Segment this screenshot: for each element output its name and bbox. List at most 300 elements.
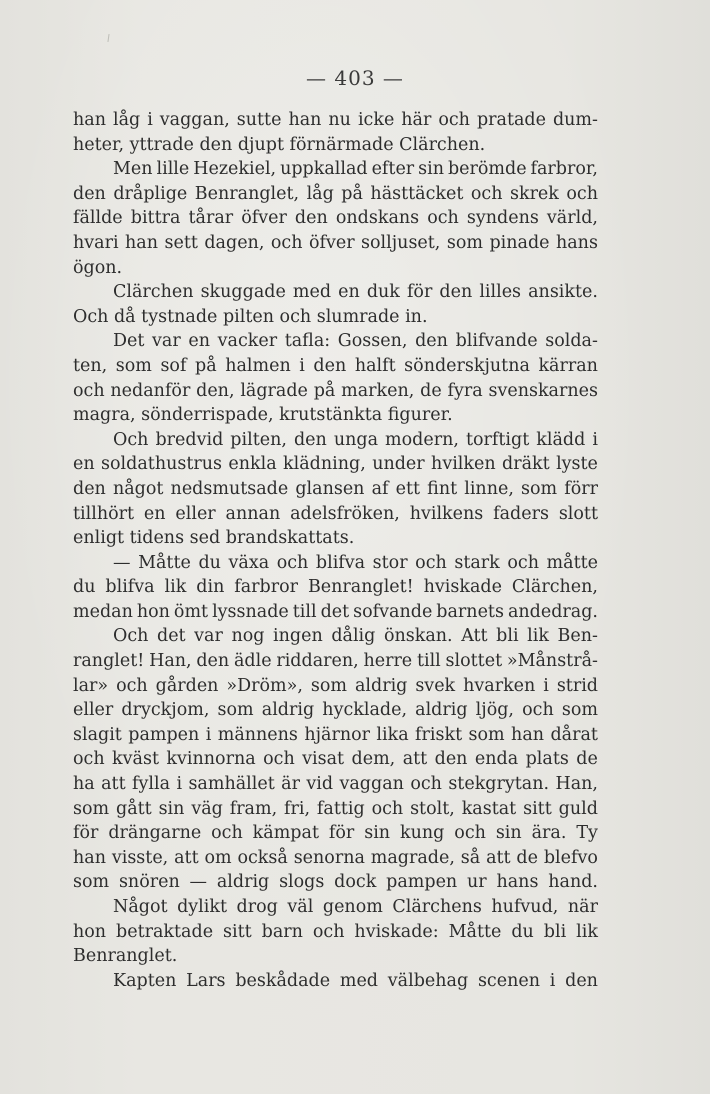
text-line bbox=[73, 920, 598, 945]
text-word: plats bbox=[525, 749, 569, 770]
text-word: betraktade bbox=[116, 921, 214, 942]
text-word: det bbox=[157, 626, 186, 647]
text-word: pratade bbox=[476, 110, 546, 130]
text-line bbox=[73, 698, 598, 723]
text-word: sitt bbox=[223, 921, 252, 942]
text-word: blifva bbox=[315, 552, 366, 573]
text-word: uppkallad bbox=[280, 159, 368, 180]
text-word: dålig bbox=[331, 626, 376, 647]
text-word: modern, bbox=[385, 429, 459, 450]
text-line bbox=[73, 157, 598, 182]
text-word: blefvo bbox=[543, 847, 598, 868]
text-word: svek bbox=[415, 675, 456, 696]
text-word: medan bbox=[73, 601, 133, 622]
text-word: han bbox=[288, 110, 322, 130]
text-word: barn bbox=[261, 921, 303, 942]
text-word: ömt bbox=[173, 601, 209, 622]
text-word: det bbox=[320, 601, 350, 622]
text-word: stekgrytan. bbox=[448, 774, 550, 795]
text-word: kärran bbox=[538, 355, 598, 376]
text-word: hand. bbox=[548, 872, 598, 893]
text-word: dem, bbox=[351, 749, 396, 770]
text-word: skuggade bbox=[200, 282, 286, 303]
text-word: han bbox=[73, 110, 106, 130]
text-word: tårar bbox=[188, 208, 234, 229]
text-word: den bbox=[294, 208, 328, 229]
text-word: hufvud, bbox=[491, 897, 559, 917]
text-word: Det bbox=[113, 331, 145, 352]
text-word: att bbox=[486, 847, 511, 868]
text-word: Benranglet, bbox=[194, 183, 300, 204]
text-word: blifva bbox=[105, 577, 155, 598]
text-line-content: enligt tidens sed brandskattats. bbox=[73, 528, 355, 549]
text-word: väl bbox=[287, 897, 314, 917]
text-line bbox=[73, 182, 598, 207]
text-word: aldrig bbox=[415, 700, 468, 721]
text-line bbox=[73, 797, 598, 822]
text-word: i bbox=[176, 774, 183, 795]
text-word: med bbox=[292, 282, 332, 303]
text-word: fylla bbox=[132, 774, 171, 795]
text-word: den bbox=[196, 651, 230, 672]
text-word: din bbox=[196, 577, 225, 598]
text-word: är bbox=[281, 774, 300, 795]
text-word: den bbox=[73, 478, 106, 499]
text-word: bredvid bbox=[155, 429, 224, 450]
text-word: sönderskjutna bbox=[404, 355, 530, 376]
text-word: den bbox=[434, 749, 468, 770]
text-word: och bbox=[438, 110, 470, 130]
text-line-content: heter, yttrade den djupt förnärmade Clärchen. bbox=[73, 134, 486, 155]
text-word: nedsmutsade bbox=[170, 478, 289, 499]
text-word: hans bbox=[555, 232, 598, 253]
text-word: som bbox=[446, 232, 483, 253]
text-word: också bbox=[237, 847, 288, 868]
text-word: stolt, bbox=[410, 798, 455, 819]
text-word: Och bbox=[113, 626, 149, 647]
text-line bbox=[73, 870, 598, 895]
text-word: eller bbox=[175, 503, 216, 524]
text-word: du bbox=[511, 921, 534, 942]
text-word: i bbox=[147, 110, 153, 130]
text-word: och bbox=[116, 675, 148, 696]
text-line bbox=[73, 551, 598, 576]
text-word: fällde bbox=[73, 208, 123, 229]
text-word: bli bbox=[496, 626, 519, 647]
text-line bbox=[73, 969, 598, 994]
text-word: gården bbox=[155, 675, 219, 696]
text-word: drängarne bbox=[108, 823, 202, 844]
text-word: herre bbox=[363, 651, 413, 672]
text-word: halmen bbox=[225, 355, 291, 376]
text-word: ten, bbox=[73, 355, 108, 376]
text-word: till bbox=[416, 651, 441, 672]
text-word: nu bbox=[328, 110, 351, 130]
text-word: bittra bbox=[130, 208, 181, 229]
text-word: dylikt bbox=[177, 897, 227, 917]
text-word: växa bbox=[228, 552, 270, 573]
text-word: och bbox=[211, 823, 243, 844]
text-word: pilten, bbox=[230, 429, 287, 450]
text-word: hon bbox=[73, 921, 107, 942]
text-word: som bbox=[217, 700, 254, 721]
text-word: och bbox=[454, 823, 486, 844]
text-word: andedrag. bbox=[507, 601, 598, 622]
text-line bbox=[73, 747, 598, 772]
text-word: slottet bbox=[445, 651, 503, 672]
text-line-content: Benranglet. bbox=[73, 946, 178, 967]
text-word: Måtte bbox=[448, 921, 502, 942]
text-word: nog bbox=[231, 626, 265, 647]
text-word: om bbox=[204, 847, 232, 868]
text-line-content: ögon. bbox=[73, 257, 123, 278]
text-word: hvarken bbox=[463, 675, 536, 696]
text-line bbox=[73, 133, 598, 158]
text-word: vacker bbox=[217, 331, 278, 352]
text-word: som bbox=[521, 478, 558, 499]
text-word: lik bbox=[164, 577, 187, 598]
text-line bbox=[73, 944, 598, 969]
text-word: lägrade bbox=[240, 380, 308, 401]
text-word: Benranglet! bbox=[307, 577, 414, 598]
text-word: ädle bbox=[233, 651, 272, 672]
text-word: Clärchens bbox=[392, 897, 482, 917]
text-word: dräkt bbox=[502, 454, 550, 475]
text-word: hans bbox=[496, 872, 539, 893]
text-line bbox=[73, 329, 598, 354]
text-line bbox=[73, 379, 598, 404]
text-word: de bbox=[516, 847, 538, 868]
text-word: vaggan, bbox=[159, 110, 230, 130]
text-line bbox=[73, 428, 598, 453]
text-word: gått bbox=[116, 798, 152, 819]
text-word: värld, bbox=[546, 208, 598, 229]
text-word: lik bbox=[527, 626, 549, 647]
text-word: genom bbox=[322, 897, 383, 917]
text-word: till bbox=[292, 601, 317, 622]
text-word: efter bbox=[371, 159, 415, 180]
text-line bbox=[73, 477, 598, 502]
text-word: ingen bbox=[273, 626, 323, 647]
text-word: halft bbox=[354, 355, 396, 376]
text-word: sett bbox=[164, 232, 198, 253]
text-word: — bbox=[113, 552, 131, 573]
text-word: enkla bbox=[228, 454, 277, 475]
text-word: på bbox=[341, 183, 363, 204]
text-line bbox=[73, 305, 598, 330]
text-word: och bbox=[410, 774, 442, 795]
text-word: skrek bbox=[509, 183, 559, 204]
text-word: klädd bbox=[536, 429, 586, 450]
text-word: lille bbox=[156, 159, 190, 180]
text-word: förr bbox=[564, 478, 598, 499]
text-word: svenskarnes bbox=[488, 380, 598, 401]
text-word: visat bbox=[302, 749, 345, 770]
text-word: Och bbox=[113, 429, 149, 450]
text-word: berömde bbox=[447, 159, 527, 180]
text-word: Ben- bbox=[557, 626, 598, 647]
text-word: visste, bbox=[111, 847, 169, 868]
text-line bbox=[73, 624, 598, 649]
text-line bbox=[73, 895, 598, 920]
text-word: som bbox=[115, 355, 152, 376]
text-word: Clärchen bbox=[113, 282, 194, 303]
text-word: drog bbox=[236, 897, 278, 917]
text-word: den, bbox=[196, 380, 235, 401]
text-word: och bbox=[73, 749, 105, 770]
text-word: af bbox=[371, 478, 389, 499]
text-line bbox=[73, 452, 598, 477]
text-word: aldrig bbox=[261, 700, 315, 721]
text-word: Något bbox=[113, 897, 168, 917]
text-line bbox=[73, 354, 598, 379]
text-word: samhället bbox=[188, 774, 275, 795]
text-word: när bbox=[567, 897, 598, 917]
text-word: glansen bbox=[295, 478, 365, 499]
text-line bbox=[73, 772, 598, 797]
text-word: dock bbox=[334, 872, 377, 893]
text-word: stark bbox=[454, 552, 500, 573]
text-word: fram, bbox=[229, 798, 278, 819]
text-word: eller bbox=[73, 700, 114, 721]
text-word: stor bbox=[372, 552, 408, 573]
text-word: och bbox=[276, 552, 309, 573]
text-word: torftigt bbox=[465, 429, 530, 450]
text-word: sin bbox=[418, 159, 444, 180]
text-word: dryckjom, bbox=[121, 700, 210, 721]
text-word: den bbox=[293, 429, 327, 450]
text-line bbox=[73, 108, 598, 133]
text-word: enda bbox=[474, 749, 519, 770]
text-word: aldrig bbox=[216, 872, 270, 893]
text-word: solljuset, bbox=[361, 232, 441, 253]
text-line bbox=[73, 723, 598, 748]
text-word: Ty bbox=[576, 823, 598, 844]
text-word: Kapten bbox=[113, 970, 177, 991]
text-word: lar» bbox=[73, 675, 109, 696]
text-word: pinade bbox=[489, 232, 550, 253]
text-word: sitt bbox=[523, 798, 552, 819]
text-word: hvilken bbox=[431, 454, 496, 475]
text-line bbox=[73, 600, 598, 625]
text-word: i bbox=[549, 970, 556, 991]
text-word: att bbox=[174, 847, 199, 868]
text-word: Gossen, bbox=[337, 331, 408, 352]
text-word: unga bbox=[333, 429, 379, 450]
text-word: ansikte. bbox=[528, 282, 598, 303]
text-word: tillhört bbox=[73, 503, 135, 524]
text-word: och bbox=[470, 183, 503, 204]
text-word: fri, bbox=[284, 798, 311, 819]
text-word: kastat bbox=[461, 798, 517, 819]
text-word: som bbox=[73, 872, 110, 893]
text-word: barnets bbox=[436, 601, 504, 622]
text-word: den bbox=[439, 282, 473, 303]
text-word: låg bbox=[306, 183, 334, 204]
text-word: i bbox=[543, 675, 549, 696]
text-word: farbror, bbox=[530, 159, 598, 180]
text-word: lyste bbox=[556, 454, 598, 475]
text-word: kämpat bbox=[252, 823, 319, 844]
text-word: du bbox=[198, 552, 221, 573]
text-word: pampen bbox=[386, 872, 458, 893]
text-word: Måtte bbox=[138, 552, 191, 573]
text-word: den bbox=[565, 970, 598, 991]
text-word: fint bbox=[427, 478, 458, 499]
body-text bbox=[73, 108, 598, 993]
text-word: Clärchen, bbox=[511, 577, 598, 598]
text-word: faders bbox=[493, 503, 549, 524]
text-word: och bbox=[73, 380, 105, 401]
text-line-content: Och då tystnade pilten och slumrade in. bbox=[73, 306, 428, 327]
text-line bbox=[73, 674, 598, 699]
text-line bbox=[73, 206, 598, 231]
text-word: som bbox=[468, 724, 505, 745]
text-word: väg bbox=[191, 798, 223, 819]
text-word: beskådade bbox=[235, 970, 331, 991]
text-word: du bbox=[73, 577, 96, 598]
text-word: och bbox=[312, 921, 345, 942]
text-word: något bbox=[112, 478, 164, 499]
text-word: ett bbox=[395, 478, 421, 499]
text-word: den bbox=[73, 183, 106, 204]
text-word: en bbox=[188, 331, 210, 352]
text-word: lik bbox=[576, 921, 598, 942]
text-word: strid bbox=[556, 675, 598, 696]
text-word: riddaren, bbox=[276, 651, 359, 672]
text-word: farbror bbox=[234, 577, 299, 598]
text-word: ondskans bbox=[335, 208, 420, 229]
text-line bbox=[73, 256, 598, 281]
text-word: kung bbox=[400, 823, 445, 844]
text-word: och bbox=[371, 798, 404, 819]
text-word: nedanför bbox=[110, 380, 191, 401]
text-word: pampen bbox=[128, 724, 200, 745]
text-word: här bbox=[401, 110, 432, 130]
text-word: ha bbox=[73, 774, 95, 795]
text-word: männens bbox=[217, 724, 298, 745]
text-word: ära. bbox=[531, 823, 567, 844]
text-word: i bbox=[592, 429, 598, 450]
text-word: fyra bbox=[447, 380, 483, 401]
text-line-content: magra, sönderrispade, krutstänkta figurer. bbox=[73, 405, 453, 426]
text-word: solda- bbox=[545, 331, 598, 352]
text-word: senorna bbox=[293, 847, 365, 868]
text-word: dum- bbox=[552, 110, 598, 130]
text-word: hjärnor bbox=[304, 724, 370, 745]
text-word: sin bbox=[158, 798, 185, 819]
text-word: de bbox=[576, 749, 598, 770]
text-word: dårat bbox=[550, 724, 598, 745]
text-word: — bbox=[189, 872, 208, 893]
text-word: magrade, bbox=[370, 847, 455, 868]
text-word: med bbox=[339, 970, 379, 991]
text-word: sin bbox=[495, 823, 522, 844]
text-word: och bbox=[522, 700, 554, 721]
text-word: att bbox=[402, 749, 428, 770]
text-word: snören bbox=[118, 872, 180, 893]
text-word: slogs bbox=[279, 872, 325, 893]
text-word: önskan. bbox=[383, 626, 453, 647]
text-line bbox=[73, 649, 598, 674]
text-word: sof bbox=[160, 355, 187, 376]
text-word: lyssnade bbox=[212, 601, 289, 622]
text-word: klädning, bbox=[283, 454, 366, 475]
text-word: de bbox=[420, 380, 442, 401]
text-word: för bbox=[73, 823, 99, 844]
text-word: på bbox=[195, 355, 217, 376]
text-word: aldrig bbox=[354, 675, 408, 696]
text-line bbox=[73, 575, 598, 600]
text-word: sutte bbox=[236, 110, 282, 130]
text-word: ranglet! bbox=[73, 651, 145, 672]
text-word: sofvande bbox=[353, 601, 433, 622]
text-word: dagen, bbox=[204, 232, 265, 253]
text-word: lilles bbox=[479, 282, 522, 303]
text-word: så bbox=[460, 847, 481, 868]
text-word: välbehag bbox=[387, 970, 469, 991]
text-word: att bbox=[101, 774, 126, 795]
text-word: som bbox=[561, 700, 598, 721]
text-word: duk bbox=[366, 282, 400, 303]
text-word: Men bbox=[113, 159, 153, 180]
text-word: som bbox=[310, 675, 348, 696]
text-word: måtte bbox=[546, 552, 598, 573]
text-line bbox=[73, 846, 598, 871]
text-word: han bbox=[511, 724, 545, 745]
text-word: han bbox=[125, 232, 159, 253]
text-word: annan bbox=[225, 503, 281, 524]
text-word: Att bbox=[461, 626, 488, 647]
text-word: hvilkens bbox=[409, 503, 484, 524]
text-word: friskt bbox=[415, 724, 463, 745]
text-word: soldathustrus bbox=[101, 454, 222, 475]
text-line bbox=[73, 821, 598, 846]
text-word: tafla: bbox=[284, 331, 331, 352]
text-word: guld bbox=[558, 798, 598, 819]
text-line bbox=[73, 403, 598, 428]
text-line bbox=[73, 231, 598, 256]
text-word: kvinnorna bbox=[166, 749, 256, 770]
text-word: den bbox=[313, 355, 347, 376]
scan-mark bbox=[107, 34, 109, 42]
text-word: sin bbox=[364, 823, 391, 844]
text-word: en bbox=[143, 503, 166, 524]
text-word: för bbox=[406, 282, 433, 303]
text-word: linne, bbox=[464, 478, 514, 499]
text-word: och bbox=[270, 232, 303, 253]
text-word: Lars bbox=[186, 970, 226, 991]
text-word: i bbox=[205, 724, 212, 745]
text-word: hviskade: bbox=[354, 921, 439, 942]
text-word: i bbox=[299, 355, 305, 376]
text-word: var bbox=[152, 331, 181, 352]
text-word: Han, bbox=[555, 774, 598, 795]
text-word: och bbox=[415, 552, 447, 573]
text-word: fattig bbox=[316, 798, 365, 819]
text-word: »Månstrå- bbox=[506, 651, 598, 672]
text-word: en bbox=[338, 282, 360, 303]
text-word: hviskade bbox=[423, 577, 502, 598]
text-word: för bbox=[328, 823, 355, 844]
text-word: ljög, bbox=[475, 700, 514, 721]
text-word: syndens bbox=[466, 208, 539, 229]
text-word: och bbox=[427, 208, 459, 229]
text-word: och bbox=[566, 183, 598, 204]
text-word: den bbox=[415, 331, 448, 352]
text-word: dråplige bbox=[113, 183, 188, 204]
text-word: hästtäcket bbox=[370, 183, 464, 204]
